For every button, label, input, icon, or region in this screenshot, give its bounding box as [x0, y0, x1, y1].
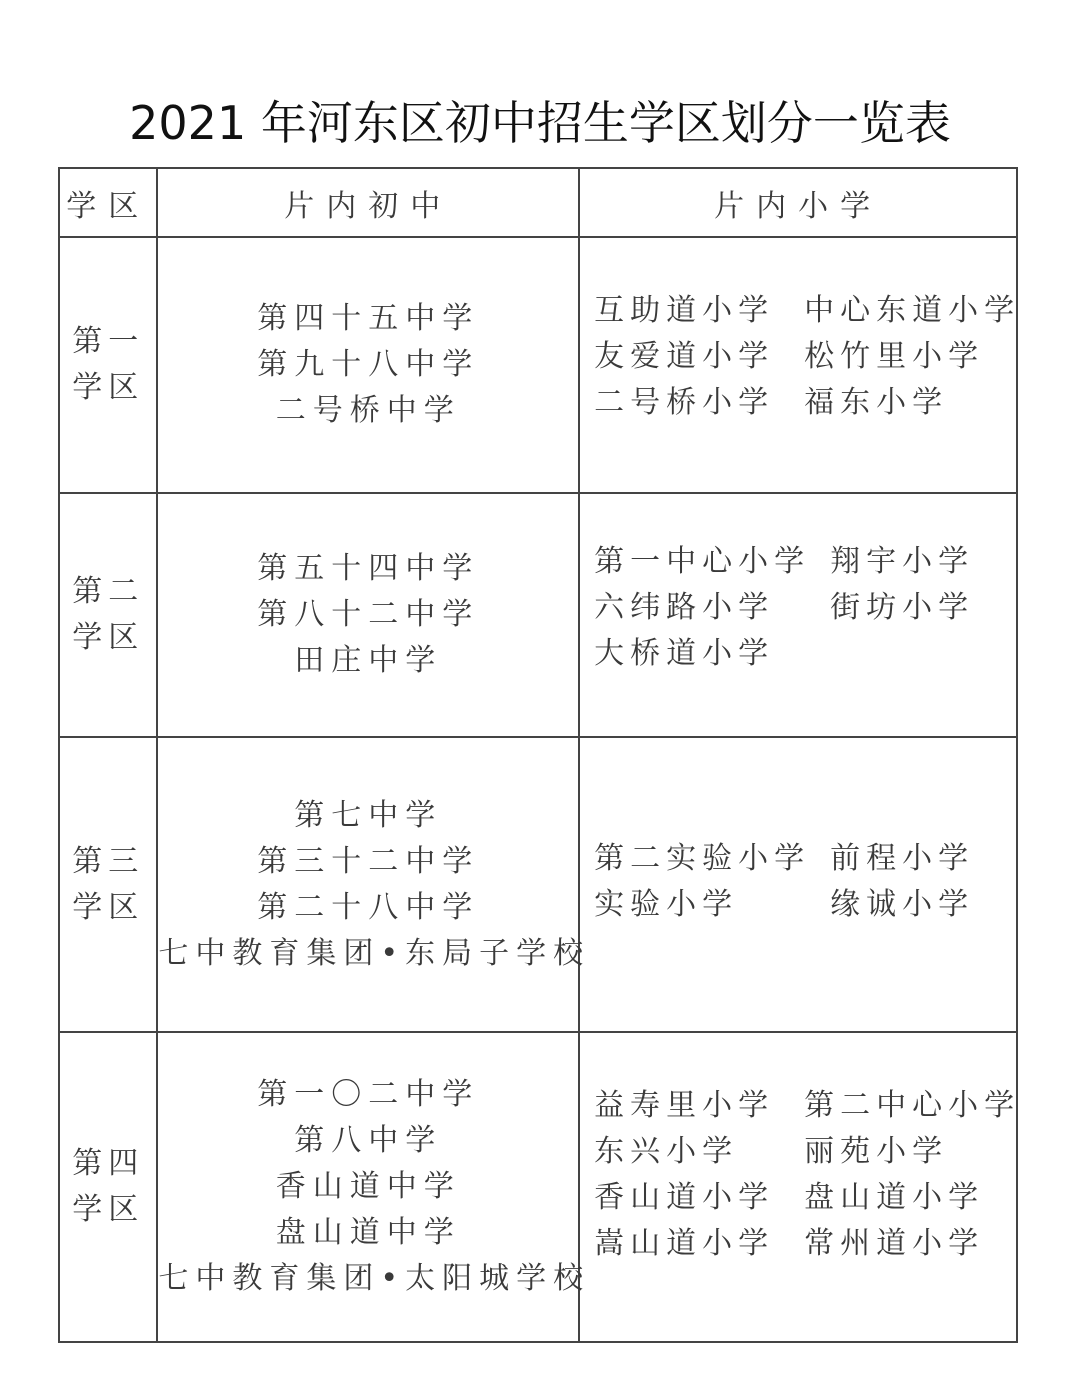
- middle-school: 第八中学: [294, 1123, 443, 1158]
- primary-school: 翔宇小学: [830, 544, 975, 579]
- zone-label: 学区: [72, 620, 145, 655]
- primary-school: 前程小学: [830, 841, 975, 876]
- zone-label: 第二: [72, 574, 145, 609]
- middle-school: 七中教育集团•东局子学校: [158, 935, 591, 971]
- primary-school: 大桥道小学: [594, 636, 775, 671]
- primary-school: 松竹里小学: [804, 339, 985, 374]
- middle-school: 第八十二中学: [257, 597, 480, 632]
- middle-school: 第七中学: [294, 797, 443, 833]
- primary-school: 丽苑小学: [804, 1134, 949, 1169]
- table-row: [59, 493, 1017, 737]
- primary-schools-cell: [579, 737, 1017, 1032]
- primary-school: 第一中心小学: [594, 544, 811, 579]
- primary-school: 友爱道小学: [594, 339, 775, 374]
- middle-school: 第一〇二中学: [257, 1077, 480, 1112]
- middle-schools-cell: [157, 493, 579, 737]
- zone-cell: [59, 737, 157, 1032]
- primary-school: 香山道小学: [594, 1180, 775, 1215]
- zone-cell: [59, 237, 157, 493]
- primary-school: 实验小学: [594, 887, 739, 922]
- primary-school: 盘山道小学: [804, 1180, 985, 1215]
- zone-label: 学区: [72, 889, 145, 925]
- middle-school: 七中教育集团•太阳城学校: [158, 1261, 591, 1296]
- middle-school: 田庄中学: [294, 643, 443, 678]
- middle-schools-cell: [157, 1032, 591, 1342]
- middle-schools-cell: [157, 237, 579, 493]
- school-district-table: [58, 167, 1021, 1343]
- primary-school: 益寿里小学: [594, 1088, 775, 1123]
- primary-school: 六纬路小学: [594, 590, 775, 625]
- zone-cell: [59, 1032, 157, 1342]
- zone-cell: [59, 493, 157, 737]
- primary-school: 常州道小学: [804, 1226, 985, 1261]
- table-row: [59, 737, 1017, 1032]
- primary-school: 嵩山道小学: [594, 1226, 775, 1261]
- middle-school: 第四十五中学: [257, 301, 480, 336]
- middle-school: 第九十八中学: [257, 347, 480, 382]
- primary-school: 第二中心小学: [804, 1088, 1021, 1123]
- table-row: [59, 237, 1017, 493]
- middle-school: 香山道中学: [275, 1169, 461, 1204]
- primary-school: 二号桥小学: [594, 385, 775, 420]
- table-header-row: [59, 168, 1017, 237]
- header-zone: 学区: [59, 168, 157, 237]
- zone-label: 第四: [72, 1146, 145, 1181]
- primary-school: 中心东道小学: [804, 293, 1021, 328]
- primary-school: 福东小学: [804, 385, 949, 420]
- primary-school: 东兴小学: [594, 1134, 739, 1169]
- zone-label: 学区: [72, 370, 145, 405]
- zone-label: 第三: [72, 843, 145, 879]
- primary-school: [830, 631, 1030, 677]
- middle-school: 第三十二中学: [257, 843, 480, 879]
- table-row: [59, 1032, 1017, 1342]
- header-primary-schools: 片内小学: [579, 168, 1017, 237]
- primary-school: 缘诚小学: [830, 887, 975, 922]
- primary-school: 互助道小学: [594, 293, 775, 328]
- primary-school: 第二实验小学: [594, 841, 811, 876]
- primary-schools-cell: [579, 237, 1021, 493]
- primary-school: 街坊小学: [830, 590, 975, 625]
- header-middle-schools: 片内初中: [157, 168, 579, 237]
- middle-school: 盘山道中学: [275, 1215, 461, 1250]
- middle-school: 第二十八中学: [257, 889, 480, 925]
- primary-schools-cell: [579, 493, 1017, 737]
- middle-school: 第五十四中学: [257, 551, 480, 586]
- middle-schools-cell: [157, 737, 591, 1032]
- middle-school: 二号桥中学: [275, 393, 461, 428]
- zone-label: 学区: [72, 1192, 145, 1227]
- zone-label: 第一: [72, 324, 145, 359]
- page-title: 2021 年河东区初中招生学区划分一览表: [129, 96, 951, 150]
- primary-schools-cell: [579, 1032, 1021, 1342]
